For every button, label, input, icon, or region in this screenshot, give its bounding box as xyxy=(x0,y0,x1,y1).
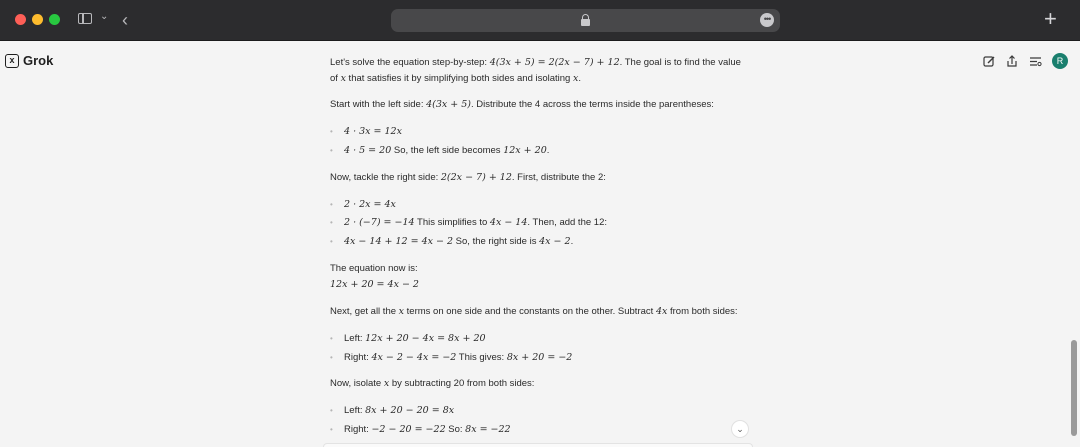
scroll-to-bottom-button[interactable]: ⌄ xyxy=(731,420,749,438)
edit-icon[interactable] xyxy=(983,55,996,68)
equation-display: 12x + 20 = 4x − 2 xyxy=(330,279,419,290)
new-tab-button[interactable]: + xyxy=(1044,6,1057,31)
paragraph-equation-now: The equation now is: xyxy=(330,263,418,274)
back-arrow-icon[interactable]: ‹ xyxy=(122,10,128,30)
paragraph-isolate: Now, isolate x by subtracting 20 from both sides: xyxy=(330,378,535,389)
sidebar-toggle-icon[interactable] xyxy=(78,13,92,24)
menu-icon[interactable] xyxy=(1029,55,1042,68)
share-icon[interactable] xyxy=(1006,55,1018,68)
browser-titlebar xyxy=(0,0,1080,41)
paragraph-intro-cont: of x that satisfies it by simplifying both sides and isolating x. xyxy=(330,73,581,84)
lock-icon xyxy=(581,14,590,26)
paragraph-intro: Let's solve the equation step-by-step: 4(3x + 5) = 2(2x − 7) + 12. The goal is to find the value xyxy=(330,57,741,68)
user-avatar[interactable]: R xyxy=(1052,53,1068,69)
address-bar[interactable] xyxy=(391,9,780,32)
chevron-down-icon[interactable]: ⌄ xyxy=(100,11,109,22)
grok-logo-icon: x xyxy=(5,54,19,68)
app-name: Grok xyxy=(23,53,54,68)
paragraph-collect-terms: Next, get all the x terms on one side and the constants on the other. Subtract 4x from both sides: xyxy=(330,306,738,317)
paragraph-left-side: Start with the left side: 4(3x + 5). Distribute the 4 across the terms inside the parentheses: xyxy=(330,99,714,110)
message-composer[interactable] xyxy=(323,443,753,447)
zoom-window-button[interactable] xyxy=(49,14,60,25)
url-more-button[interactable]: ••• xyxy=(760,13,774,27)
close-window-button[interactable] xyxy=(15,14,26,25)
paragraph-right-side: Now, tackle the right side: 2(2x − 7) + 12. First, distribute the 2: xyxy=(330,172,606,183)
grok-logo[interactable] xyxy=(5,53,53,68)
minimize-window-button[interactable] xyxy=(32,14,43,25)
scrollbar-thumb[interactable] xyxy=(1071,340,1077,436)
